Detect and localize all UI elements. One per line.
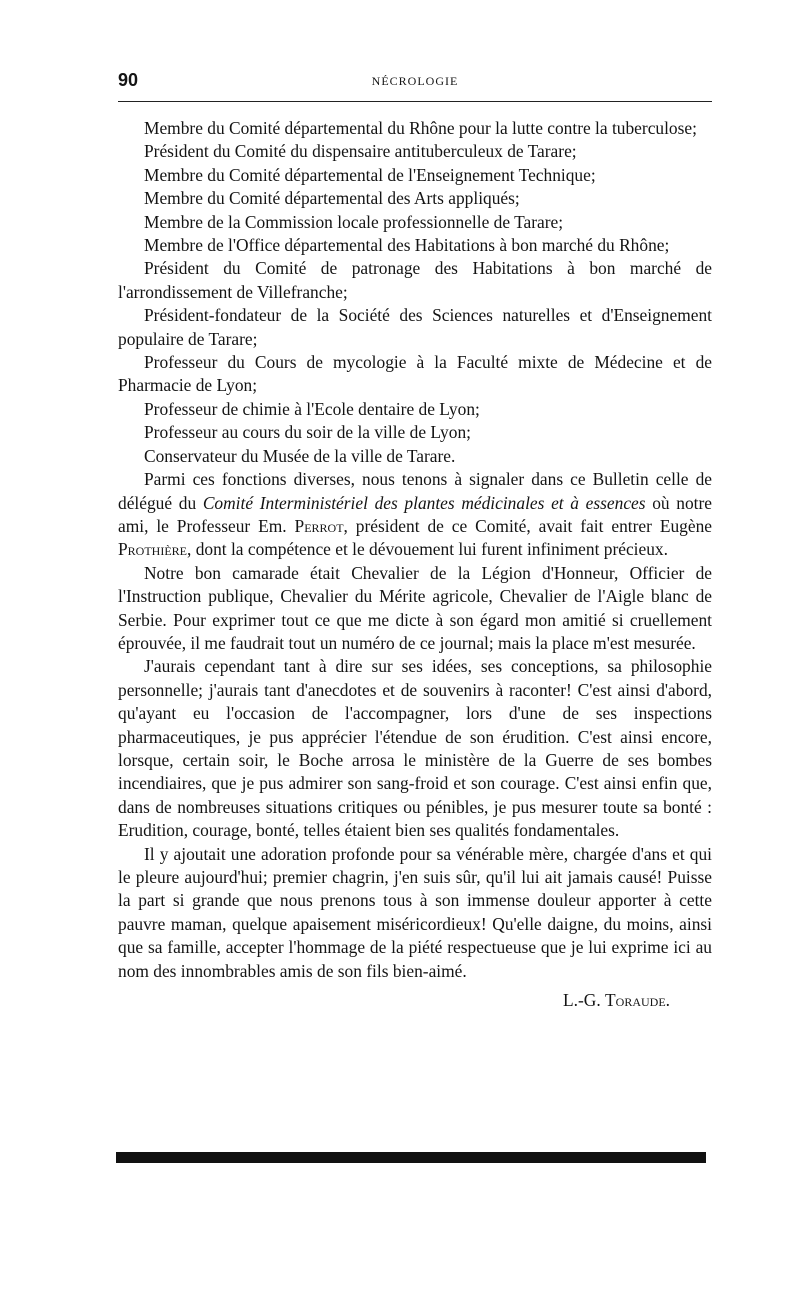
page-number: 90 — [118, 70, 139, 90]
paragraph: J'aurais cependant tant à dire sur ses idées, ses conceptions, sa philosophie personnelle; j'aurais tant d'anecdotes et de souvenirs à raconter! C'est ainsi d'abord, qu'ayant eu l'occasion de l'accompagner, lors d'une de ses inspections pharmaceutiques, je pus apprécier l'étendue de son érudition. C'est ainsi encore, lorsque, certain soir, le Boche arrosa le ministère de la Guerre de ses bombes incendiaires, que je pus admirer son sang-froid et son courage. C'est ainsi enfin que, dans de nombreuses situations critiques ou pénibles, je pus mesurer toute sa bonté : Erudition, courage, bonté, telles étaient bien ses qualités fondamentales. — [118, 656, 712, 841]
paragraph: Président du Comité du dispensaire antituberculeux de Tarare; — [144, 141, 577, 162]
paragraph: Membre du Comité départemental de l'Enseignement Technique; — [144, 164, 596, 185]
paragraph: Président du Comité de patronage des Habitations à bon marché de l'arrondissement de Villefranche; — [118, 258, 712, 302]
paragraph: Il y ajoutait une adoration profonde pour sa vénérable mère, chargée d'ans et qui le pleure aujourd'hui; premier chagrin, j'en suis sûr, qu'il lui ait jamais causé! Puisse la part si grande que nous prenons tous à son immense douleur apporter à cette pauvre maman, quelque apaisement miséricordieux! Qu'elle daigne, du moins, ainsi que sa famille, accepter l'hommage de la piété respectueuse que je lui exprime ici au nom des innombrables amis de son fils bien-aimé. — [118, 843, 712, 981]
paragraph: Membre du Comité départemental du Rhône pour la lutte contre la tuberculose; — [144, 118, 697, 138]
text-run: , dont la compétence et le dévouement lui furent infiniment précieux. — [187, 539, 668, 560]
text-run: , président de ce Comité, avait fait entrer Eugène — [343, 515, 712, 536]
signature-surname: Toraude. — [605, 990, 670, 1011]
paragraph: Professeur du Cours de mycologie à la Faculté mixte de Médecine et de Pharmacie de Lyon; — [118, 352, 712, 396]
body-text — [118, 117, 712, 1012]
paragraph: Professeur au cours du soir de la ville de Lyon; — [144, 422, 471, 443]
paragraph: Membre de la Commission locale professionnelle de Tarare; — [144, 211, 564, 232]
paragraph: Président-fondateur de la Société des Sciences naturelles et d'Enseignement populaire de Tarare; — [118, 305, 712, 349]
text-run: Parmi ces fonctions diverses, nous tenons à signaler dans ce Bulletin celle de délégué du — [118, 469, 712, 513]
bottom-rule — [116, 1152, 706, 1163]
signature-initials: L.-G. — [563, 990, 606, 1011]
person-name: Prothière — [118, 539, 187, 560]
header-rule — [118, 101, 712, 102]
paragraph: Notre bon camarade était Chevalier de la Légion d'Honneur, Officier de l'Instruction publique, Chevalier du Mérite agricole, Chevalier de l'Aigle blanc de Serbie. Pour exprimer tout ce que me dicte à son égard mon amitié si cruellement éprouvée, il me faudrait tout un numéro de ce journal; mais la place m'est mesurée. — [118, 562, 712, 653]
paragraph: Conservateur du Musée de la ville de Tarare. — [144, 445, 456, 466]
paragraph: Membre de l'Office départemental des Habitations à bon marché du Rhône; — [144, 235, 670, 256]
running-title: NÉCROLOGIE — [371, 74, 459, 88]
committee-name: Comité Interministériel des plantes médicinales et à essences — [202, 492, 646, 513]
signature — [118, 989, 712, 1012]
paragraph: Professeur de chimie à l'Ecole dentaire de Lyon; — [144, 398, 480, 419]
person-name: Perrot — [294, 515, 344, 536]
page-header — [118, 70, 712, 100]
paragraph — [118, 468, 712, 562]
text-run: où notre ami, le Professeur Em. — [118, 492, 712, 536]
paragraph: Membre du Comité départemental des Arts appliqués; — [144, 188, 520, 209]
